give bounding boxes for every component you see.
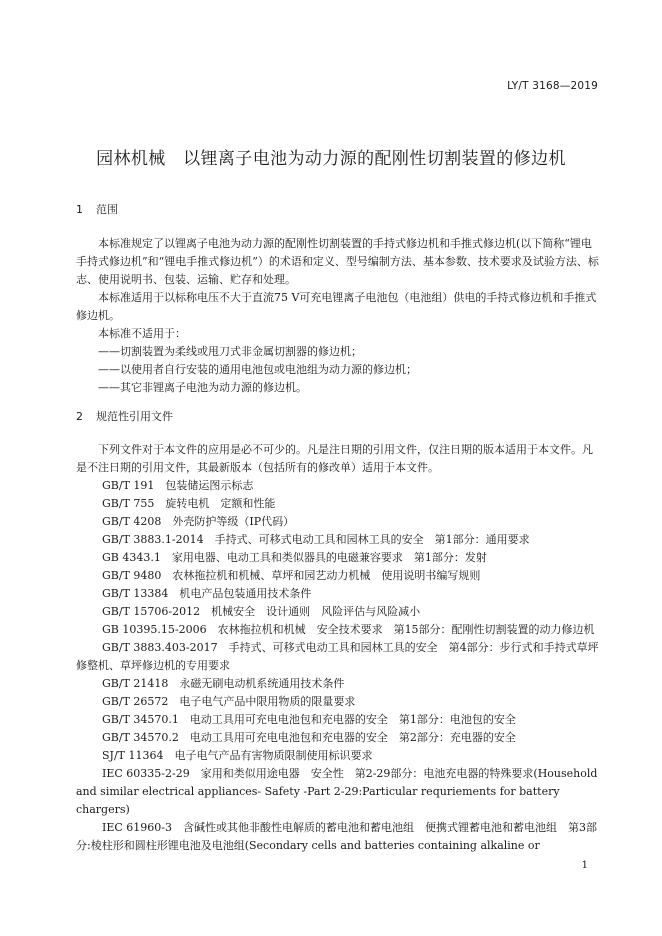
section-1-number: 1 bbox=[76, 203, 83, 216]
reference-item: GB/T 9480 农林拖拉机和机械、草坪和园艺动力机械 使用说明书编写规则 bbox=[102, 569, 481, 582]
reference-item: IEC 60335-2-29 家用和类似用途电器 安全性 第2-29部分：电池充电器的特殊要求(Household and similar electrical appliances- Safety -Part 2-29:Particular requriements for battery chargers) bbox=[76, 767, 598, 816]
section-2-body bbox=[76, 441, 599, 855]
section-1-title: 范围 bbox=[96, 203, 118, 216]
exclusion-item: ——切割装置为柔线或甩刀式非金属切割器的修边机； bbox=[98, 345, 362, 358]
reference-item: SJ/T 11364 电子电气产品有害物质限制使用标识要求 bbox=[102, 749, 373, 762]
section-1-heading bbox=[76, 201, 118, 217]
section-2-title: 规范性引用文件 bbox=[96, 410, 173, 423]
reference-item: GB/T 13384 机电产品包装通用技术条件 bbox=[102, 587, 312, 600]
scope-paragraph: 本标准不适用于： bbox=[98, 327, 186, 340]
section-2-number: 2 bbox=[76, 410, 83, 423]
references-intro: 下列文件对于本文件的应用是必不可少的。凡是注日期的引用文件，仅注日期的版本适用于本文件。凡是不注日期的引用文件，其最新版本（包括所有的修改单）适用于本文件。 bbox=[76, 443, 593, 474]
page-number: 1 bbox=[581, 860, 588, 871]
reference-item: GB/T 34570.1 电动工具用可充电电池包和充电器的安全 第1部分：电池包的安全 bbox=[102, 713, 516, 726]
reference-item: GB/T 34570.2 电动工具用可充电电池包和充电器的安全 第2部分：充电器的安全 bbox=[102, 731, 516, 744]
section-2-heading bbox=[76, 408, 173, 424]
reference-item: GB/T 21418 永磁无刷电动机系统通用技术条件 bbox=[102, 677, 345, 690]
exclusion-item: ——其它非锂离子电池为动力源的修边机。 bbox=[98, 381, 307, 394]
section-1-body bbox=[76, 235, 599, 397]
standard-code: LY/T 3168—2019 bbox=[507, 80, 598, 92]
exclusion-item: ——以使用者自行安装的通用电池包或电池组为动力源的修边机； bbox=[98, 363, 417, 376]
reference-item: GB 4343.1 家用电器、电动工具和类似器具的电磁兼容要求 第1部分：发射 bbox=[102, 551, 487, 564]
reference-item: GB/T 755 旋转电机 定额和性能 bbox=[102, 497, 276, 510]
reference-item: GB 10395.15-2006 农林拖拉机和机械 安全技术要求 第15部分：配刚性切割装置的动力修边机 bbox=[102, 623, 595, 636]
reference-item: IEC 61960-3 含碱性或其他非酸性电解质的蓄电池和蓄电池组 便携式锂蓄电池和蓄电池组 第3部分:棱柱形和圆柱形锂电池及电池组(Secondary cells and batteries containing alkaline or bbox=[76, 821, 597, 852]
reference-item: GB/T 15706-2012 机械安全 设计通则 风险评估与风险减小 bbox=[102, 605, 421, 618]
reference-item: GB/T 3883.403-2017 手持式、可移式电动工具和园林工具的安全 第4部分：步行式和手持式草坪修整机、草坪修边机的专用要求 bbox=[76, 641, 599, 672]
reference-item: GB/T 3883.1-2014 手持式、可移式电动工具和园林工具的安全 第1部分：通用要求 bbox=[102, 533, 530, 546]
reference-item: GB/T 26572 电子电气产品中限用物质的限量要求 bbox=[102, 695, 356, 708]
scope-paragraph: 本标准规定了以锂离子电池为动力源的配刚性切割装置的手持式修边机和手推式修边机(以下简称“锂电手持式修边机”和“锂电手推式修边机”）的术语和定义、型号编制方法、基本参数、技术要求及试验方法、标志、使用说明书、包装、运输、贮存和处理。 bbox=[76, 237, 599, 286]
reference-item: GB/T 191 包装储运图示标志 bbox=[102, 479, 254, 492]
document-title: 园林机械 以锂离子电池为动力源的配刚性切割装置的修边机 bbox=[96, 149, 566, 169]
scope-paragraph: 本标准适用于以标称电压不大于直流75 V可充电锂离子电池包（电池组）供电的手持式修边机和手推式修边机。 bbox=[76, 291, 597, 322]
reference-item: GB/T 4208 外壳防护等级（IP代码） bbox=[102, 515, 295, 528]
